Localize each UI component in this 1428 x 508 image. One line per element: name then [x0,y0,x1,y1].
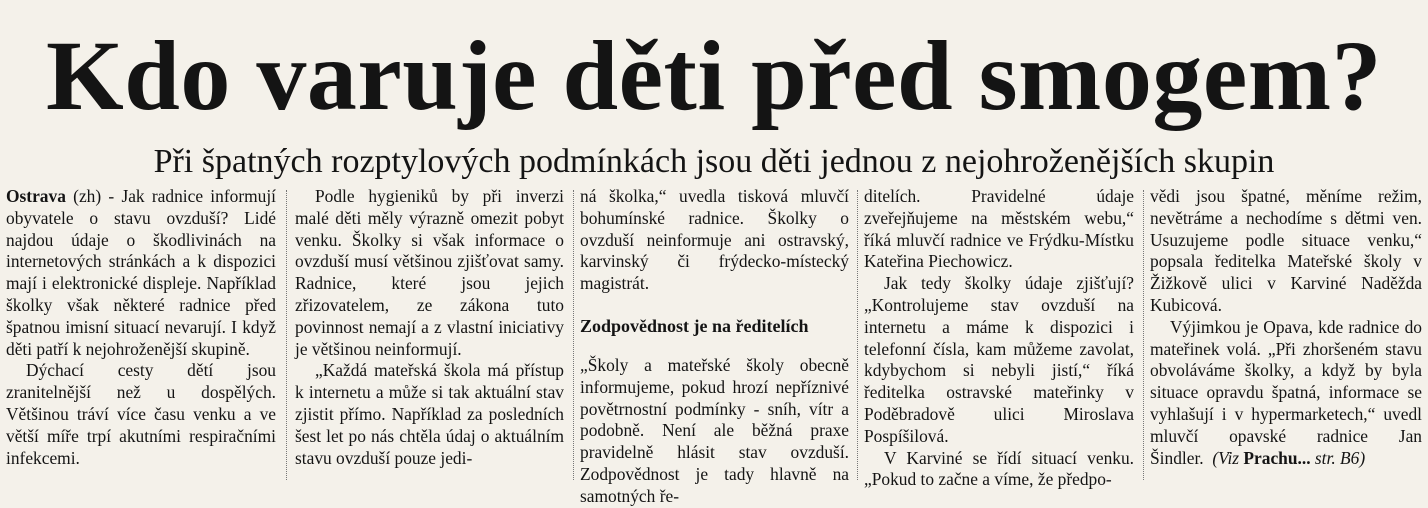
article-body [6,186,1424,506]
paragraph [1150,317,1422,470]
column-2 [295,186,564,486]
paragraph: Dýchací cesty dětí jsou zranitelnější než u dospělých. Většinou tráví více času venku a ve větší míře trpí akutními respiračními infekcemi. [6,360,276,468]
continuation-reference [1212,448,1365,468]
column-divider [573,190,574,480]
paragraph: V Karviné se řídí situací venku. „Pokud to začne a víme, že předpo- [864,447,1134,490]
column-3 [580,186,849,506]
paragraph: ná školka,“ uvedla tisková mluvčí bohumínské radnice. Školky o ovzduší neinformuje ani ostravský, karvinský či frýdecko-místecký magistrát. [580,186,849,294]
headline: Kdo varuje děti před smogem? [45,20,1383,131]
column-divider [857,190,858,480]
reference-title: Prachu... [1243,447,1311,468]
paragraph: ditelích. Pravidelné údaje zveřejňujeme na městském webu,“ říká mluvčí radnice ve Frýdku-Místku Kateřina Piechowicz. [864,186,1134,272]
column-1 [6,186,276,486]
paragraph: vědi jsou špatné, měníme režim, nevětráme a nechodíme s dětmi ven. Usuzujeme podle situace venku,“ popsala ředitelka Mateřské školy v Žižkově ulici v Karviné Naděžda Kubicová. [1150,186,1422,315]
paragraph: Jak tedy školky údaje zjišťují? „Kontrolujeme stav ovzduší na internetu a máme k dispozici i telefonní čísla, kam můžeme zavolat, kdybychom si nebyli jistí,“ říká ředitelka ostravské mateřinky v Poděbradově ulici Miroslava Pospíšilová. [864,273,1134,446]
section-subhead: Zodpovědnost je na ředitelích [580,315,809,336]
closing-text: Výjimkou je Opava, kde radnice do mateřinek volá. „Při zhoršeném stavu obvoláváme školky, a když by byla situace opravdu špatná, informace se vyhlašují i v hypermarketech,“ uvedl mluvčí opavské radnice Jan Šindler. [1150,316,1422,468]
paragraph: Podle hygieniků by při inverzi malé děti měly výrazně omezit pobyt venku. Školky si však informace o ovzduší musí většinou zjišťovat samy. Radnice, které jsou jejich zřizovatelem, ze zákona tuto povinnost nemají a z vlastní iniciativy je většinou neinformují. [295,186,564,359]
subheadline: Při špatných rozptylových podmínkách jsou děti jednou z nejohroženějších skupin [153,143,1275,180]
lead-text: (zh) - Jak radnice informují obyvatele o stavu ovzduší? Lidé najdou údaje o škodlivinách na internetových stránkách a k dispozici mají i elektronické displeje. Například školky však některé radnice před špatnou imisní situací nevarují. I když děti patří k nejohroženější skupině. [6,186,276,359]
column-divider [1143,190,1144,480]
column-4 [864,186,1134,490]
dateline: Ostrava [6,186,66,206]
column-5 [1150,186,1422,486]
paragraph: „Školy a mateřské školy obecně informujeme, pokud hrozí nepříznivé povětrnostní podmínky - sníh, vítr a podobně. Není ale běžná praxe pravidelně hlásit stav ovzduší. Zodpovědnost je tady hlavně na samotných ře- [580,354,849,506]
reference-page: str. B6) [1310,447,1366,468]
paragraph [6,186,276,360]
column-divider [286,190,287,480]
reference-open: (Viz [1212,447,1244,468]
paragraph: „Každá mateřská škola má přístup k internetu a může si tak aktuální stav zjistit přímo. Například za posledních šest let po nás chtěla údaj o aktuálním stavu ovzduší pouze jedi- [295,360,564,468]
